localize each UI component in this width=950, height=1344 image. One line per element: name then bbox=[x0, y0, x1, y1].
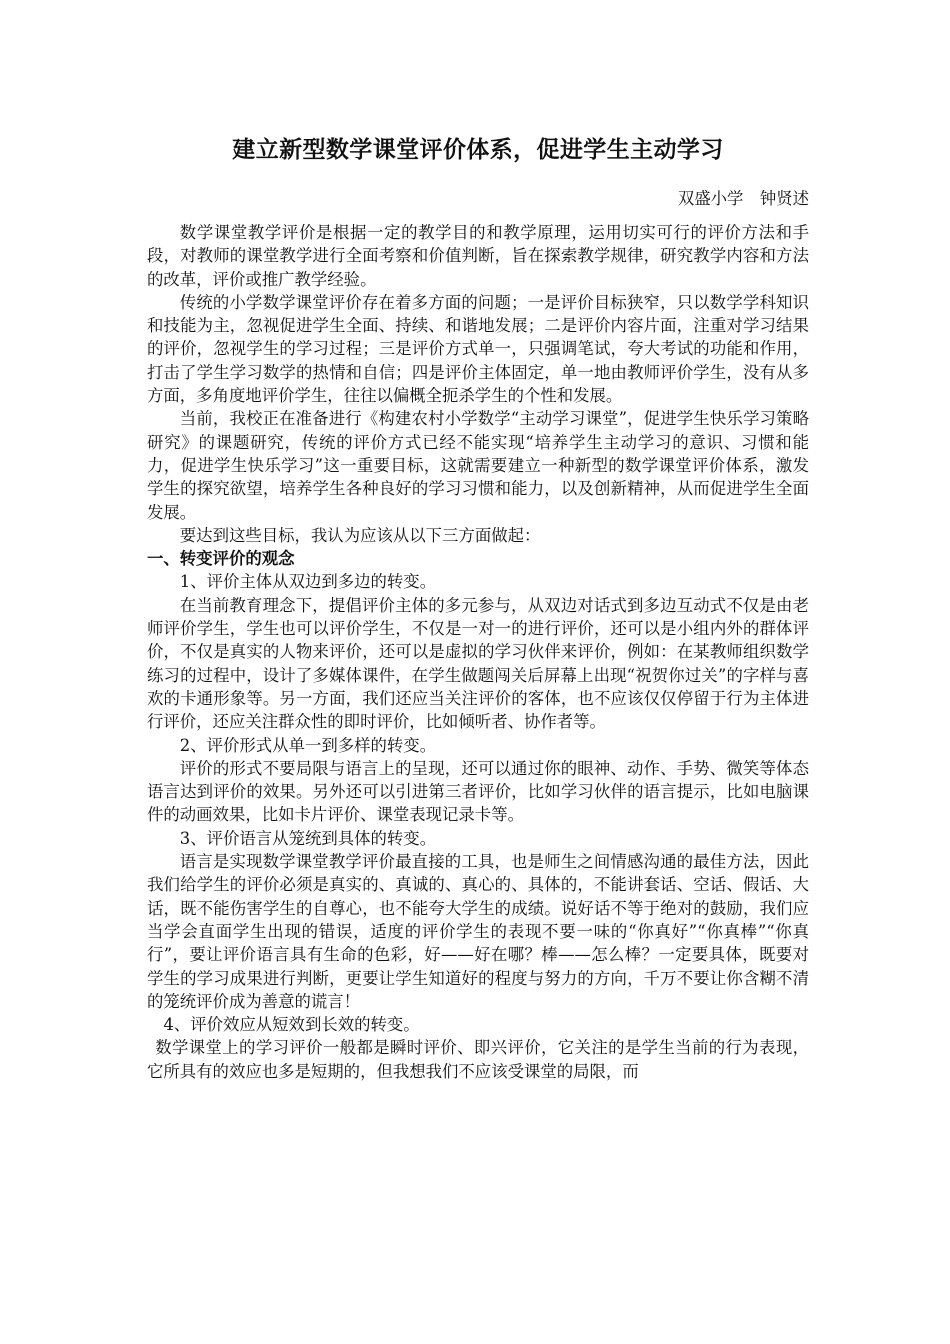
paragraph: 传统的小学数学课堂评价存在着多方面的问题；一是评价目标狭窄，只以数学学科知识和技能为主，忽视促进学生全面、持续、和谐地发展；二是评价内容片面，注重对学习结果的评价，忽视学生的学习过程；三是评价方式单一，只强调笔试，夸大考试的功能和作用，打击了学生学习数学的热情和自信；四是评价主体固定，单一地由教师评价学生，没有从多方面，多角度地评价学生，往往以偏概全扼杀学生的个性和发展。 bbox=[147, 292, 809, 406]
subsection-heading: 1、评价主体从双边到多边的转变。 bbox=[179, 572, 437, 592]
document-body bbox=[147, 221, 809, 1083]
paragraph: 数学课堂教学评价是根据一定的教学目的和教学原理，运用切实可行的评价方法和手段，对教师的课堂教学进行全面考察和价值判断，旨在探索教学规律，研究教学内容和方法的改革，评价或推广教学经验。 bbox=[147, 223, 809, 289]
document-title: 建立新型数学课堂评价体系，促进学生主动学习 bbox=[232, 137, 724, 163]
paragraph: 数学课堂上的学习评价一般都是瞬时评价、即兴评价，它关注的是学生当前的行为表现，它所具有的效应也多是短期的，但我想我们不应该受课堂的局限，而 bbox=[147, 1038, 809, 1081]
subsection-heading: 2、评价形式从单一到多样的转变。 bbox=[179, 735, 437, 755]
document-author: 双盛小学 钟贤述 bbox=[677, 189, 809, 208]
subsection-heading: 3、评价语言从笼统到具体的转变。 bbox=[179, 828, 437, 848]
subsection-heading: 4、评价效应从短效到长效的转变。 bbox=[163, 1015, 420, 1035]
paragraph: 要达到这些目标，我认为应该从以下三方面做起： bbox=[179, 525, 541, 545]
paragraph: 当前，我校正在准备进行《构建农村小学数学“主动学习课堂”，促进学生快乐学习策略研究》的课题研究，传统的评价方式已经不能实现“培养学生主动学习的意识、习惯和能力，促进学生快乐学习”这一重要目标，这就需要建立一种新型的数学课堂评价体系，激发学生的探究欲望，培养学生各种良好的学习习惯和能力，以及创新精神，从而促进学生全面发展。 bbox=[147, 409, 809, 522]
paragraph: 在当前教育理念下，提倡评价主体的多元参与，从双边对话式到多边互动式不仅是由老师评价学生，学生也可以评价学生，不仅是一对一的进行评价，还可以是小组内外的群体评价，不仅是真实的人物来评价，还可以是虚拟的学习伙伴来评价，例如：在某教师组织数学练习的过程中，设计了多媒体课件，在学生做题闯关后屏幕上出现“祝贺你过关”的字样与喜欢的卡通形象等。另一方面，我们还应当关注评价的客体，也不应该仅仅停留于行为主体进行评价，还应关注群众性的即时评价，比如倾听者、协作者等。 bbox=[147, 595, 809, 732]
paragraph: 评价的形式不要局限与语言上的呈现，还可以通过你的眼神、动作、手势、微笑等体态语言达到评价的效果。另外还可以引进第三者评价，比如学习伙伴的语言提示，比如电脑课件的动画效果，比如卡片评价、课堂表现记录卡等。 bbox=[147, 758, 809, 825]
section-heading: 一、转变评价的观念 bbox=[147, 549, 295, 569]
paragraph: 语言是实现数学课堂教学评价最直接的工具，也是师生之间情感沟通的最佳方法，因此我们给学生的评价必须是真实的、真诚的、真心的、具体的，不能讲套话、空话、假话、大话，既不能伤害学生的自尊心，也不能夸大学生的成绩。说好话不等于绝对的鼓励，我们应当学会直面学生出现的错误，适度的评价学生的表现不要一味的“你真好”“你真棒”“你真行”，要让评价语言具有生命的色彩，好——好在哪？棒——怎么棒？一定要具体，既要对学生的学习成果进行判断，更要让学生知道好的程度与努力的方向，千万不要让你含糊不清的笼统评价成为善意的谎言！ bbox=[147, 852, 809, 1011]
